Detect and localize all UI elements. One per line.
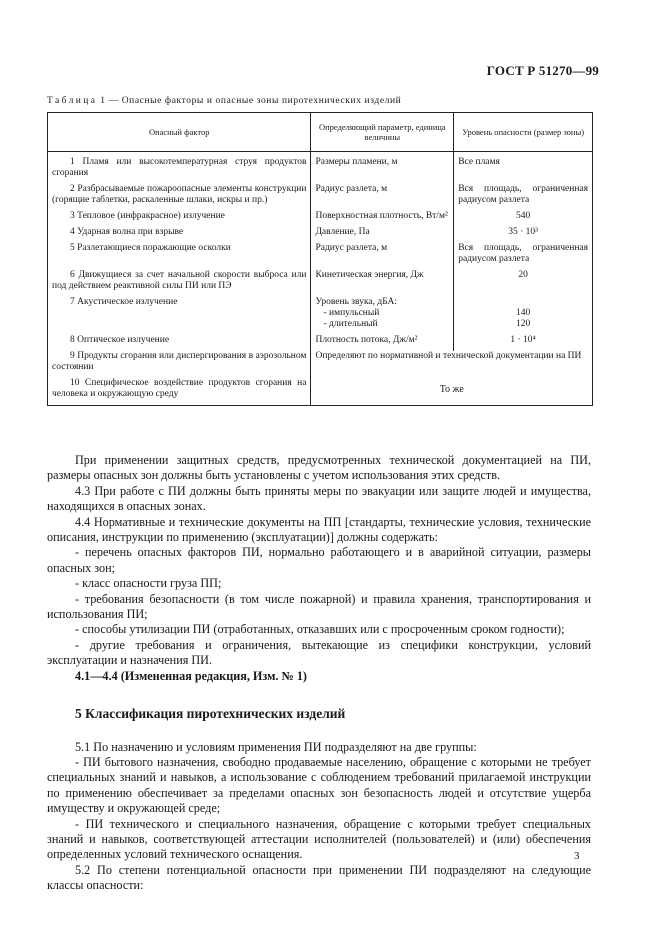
list-item: - ПИ технического и специального назначения, обращение с которыми требует специальных знаний и навыков, соответствующей аттестации исполнителей (пользователей) и (или) обеспечения определенных условий технического оснащения.: [47, 816, 591, 862]
list-item: - требования безопасности (в том числе пожарной) и правила хранения, транспортирования и использования ПИ;: [47, 591, 591, 622]
page-number: 3: [574, 850, 580, 862]
table-row: [48, 378, 593, 406]
param-heading: Уровень звука, дБА:: [315, 297, 398, 307]
list-item: - перечень опасных факторов ПИ, нормально работающего и в аварийной ситуации, размеры опасных зон;: [47, 545, 591, 575]
cell-factor: 1 Пламя или высокотемпературная струя продуктов сгорания: [48, 152, 311, 185]
table-caption-text: 1 — Опасные факторы и опасные зоны пиротехнических изделий: [100, 96, 402, 106]
paragraph: 4.3 При работе с ПИ должны быть приняты меры по эвакуации или защите людей и имущества, находящихся в опасных зонах.: [47, 483, 591, 514]
cell-factor: 2 Разбрасываемые пожароопасные элементы конструкции (горящие таблетки, раскаленные шлаки, искры и пр.): [48, 184, 311, 211]
amendment-note: 4.1—4.4 (Измененная редакция, Изм. № 1): [75, 668, 307, 683]
cell-param: Радиус разлета, м: [311, 184, 454, 211]
cell-param-level-merged: Определяют по нормативной и технической документации на ПИ: [311, 351, 593, 378]
table-row: [48, 243, 593, 270]
table-row: [48, 351, 593, 378]
header-factor: Опасный фактор: [48, 113, 311, 152]
cell-param-level-merged: То же: [311, 378, 593, 406]
cell-param: Давление, Па: [311, 227, 454, 243]
table-header-row: [48, 113, 593, 152]
paragraph: 5.1 По назначению и условиям применения ПИ подразделяют на две группы:: [75, 739, 477, 754]
level-sub-impulse: 140: [515, 308, 531, 318]
table-row: [48, 335, 593, 351]
cell-param: Поверхностная плотность, Вт/м²: [311, 211, 454, 227]
cell-level: Вся площадь, ограниченная радиусом разлета: [454, 184, 593, 211]
header-param: Определяющий параметр, единица величины: [311, 113, 454, 152]
cell-param: Плотность потока, Дж/м²: [311, 335, 454, 351]
cell-param: Размеры пламени, м: [311, 152, 454, 185]
table-row: [48, 184, 593, 211]
table-row: [48, 270, 593, 297]
cell-factor: 7 Акустическое излучение: [48, 297, 311, 335]
paragraph: При применении защитных средств, предусмотренных технической документацией на ПИ, размеры опасных зон должны быть установлены с учетом использования этих средств.: [47, 453, 591, 483]
cell-level: 20: [454, 270, 593, 297]
param-sub-continuous: - длительный: [323, 319, 378, 329]
table-row: [48, 152, 593, 185]
cell-param: Кинетическая энергия, Дж: [311, 270, 454, 297]
cell-factor: 5 Разлетающиеся поражающие осколки: [48, 243, 311, 270]
cell-param: Радиус разлета, м: [311, 243, 454, 270]
cell-factor: 8 Оптическое излучение: [48, 335, 311, 351]
cell-factor: 4 Ударная волна при взрыве: [48, 227, 311, 243]
list-item: - другие требования и ограничения, вытекающие из специфики конструкции, условий эксплуатации и назначения ПИ.: [47, 637, 591, 668]
param-sub-impulse: - импульсный: [323, 308, 380, 318]
table-caption: [47, 96, 401, 106]
cell-factor: 3 Тепловое (инфракрасное) излучение: [48, 211, 311, 227]
cell-factor: 6 Движущиеся за счет начальной скорости выброса или под действием реактивной силы ПИ или ПЭ: [48, 270, 311, 297]
table-caption-prefix: Таблица: [47, 96, 98, 106]
cell-param: [311, 297, 454, 335]
hazard-table: [47, 112, 593, 406]
cell-level: 540: [454, 211, 593, 227]
cell-level: Вся площадь, ограниченная радиусом разлета: [454, 243, 593, 270]
cell-level: 35 · 10³: [454, 227, 593, 243]
table-row: [48, 297, 593, 335]
list-item: - способы утилизации ПИ (отработанных, отказавших или с просроченным сроком годности);: [75, 622, 565, 637]
cell-level: [454, 297, 593, 335]
table-row: [48, 211, 593, 227]
cell-level: Все пламя: [454, 152, 593, 185]
list-item: - ПИ бытового назначения, свободно продаваемые населению, обращение с которыми не требует специальных знаний и навыков, а использование с соблюдением требований прилагаемой инструкции по применению обеспечивает за пределами опасных зон безопасность людей и отсутствие ущерба имуществу и окружающей среде;: [47, 754, 591, 816]
standard-id: ГОСТ Р 51270—99: [486, 63, 599, 78]
paragraph: 4.4 Нормативные и технические документы на ПП [стандарты, технические условия, технические описания, инструкции по применению (эксплуатации)] должны содержать:: [47, 514, 591, 545]
section-heading: 5 Классификация пиротехнических изделий: [75, 706, 346, 722]
body-text: [47, 453, 591, 894]
cell-level: 1 · 10⁴: [454, 335, 593, 351]
paragraph: 5.2 По степени потенциальной опасности при применении ПИ подразделяют на следующие классы опасности:: [47, 862, 591, 893]
cell-factor: 10 Специфическое воздействие продуктов сгорания на человека и окружающую среду: [48, 378, 311, 406]
table-row: [48, 227, 593, 243]
list-item: - класс опасности груза ПП;: [75, 576, 222, 591]
cell-factor: 9 Продукты сгорания или диспергирования в аэрозольном состоянии: [48, 351, 311, 378]
level-sub-continuous: 120: [515, 319, 531, 329]
header-level: Уровень опасности (размер зоны): [454, 113, 593, 152]
